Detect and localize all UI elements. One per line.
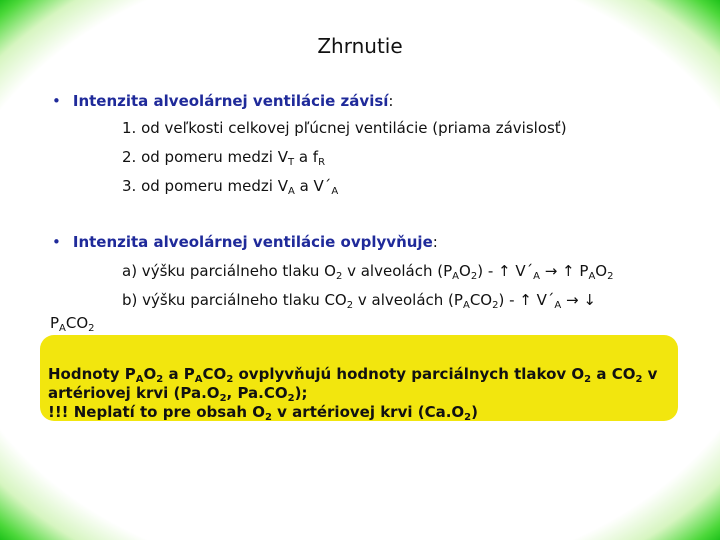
subscript: A <box>194 374 203 385</box>
text: v alveolách (P <box>342 262 453 280</box>
subscript: 2 <box>219 393 227 404</box>
subscript: A <box>554 300 562 311</box>
heading-text: Intenzita alveolárnej ventilácie závisí <box>72 92 389 110</box>
list-item-b <box>122 291 596 309</box>
text: O <box>459 262 471 280</box>
subscript: A <box>452 271 460 282</box>
subscript: A <box>533 271 540 282</box>
text: v alveolách (P <box>353 291 463 309</box>
text: 3. od pomeru medzi V <box>122 177 288 195</box>
text: CO <box>202 365 227 383</box>
text: a CO <box>591 365 636 383</box>
text: ) - ↑ V´ <box>498 291 555 309</box>
text: → ↓ <box>561 291 596 309</box>
subscript: 2 <box>584 374 592 385</box>
text: , Pa.CO <box>226 384 288 402</box>
text: b) výšku parciálneho tlaku CO <box>122 291 347 309</box>
text: !!! Neplatí to pre obsah O <box>48 403 265 421</box>
heading-text: Intenzita alveolárnej ventilácie ovplyvňuje <box>72 233 433 251</box>
subscript: 2 <box>226 374 234 385</box>
bullet-heading-depends <box>52 92 393 110</box>
subscript: A <box>59 323 66 334</box>
subscript: 2 <box>156 374 164 385</box>
highlight-text <box>48 365 688 422</box>
subscript: 2 <box>264 412 272 423</box>
colon: : <box>388 92 394 110</box>
subscript: 2 <box>88 323 95 334</box>
list-item-2 <box>122 148 325 166</box>
subscript: A <box>588 271 596 282</box>
text: ) <box>471 403 478 421</box>
highlight-line-3 <box>48 403 688 422</box>
text: 2. od pomeru medzi V <box>122 148 288 166</box>
subscript: 2 <box>492 300 499 311</box>
slide-title: Zhrnutie <box>317 34 403 58</box>
highlight-line-1 <box>48 365 688 384</box>
text: ) - ↑ V´ <box>477 262 534 280</box>
text: v <box>642 365 658 383</box>
text: ovplyvňujú hodnoty parciálnych tlakov O <box>233 365 585 383</box>
list-item-a <box>122 262 613 280</box>
text: a f <box>294 148 319 166</box>
subscript: 2 <box>464 412 472 423</box>
text: → ↑ P <box>539 262 589 280</box>
text: O <box>595 262 608 280</box>
subscript: T <box>287 157 295 168</box>
subscript: A <box>287 186 295 197</box>
list-item-b-wrap <box>50 314 95 332</box>
bullet-icon: • <box>52 92 61 110</box>
text: a V´ <box>294 177 332 195</box>
text: CO <box>65 314 89 332</box>
text: P <box>50 314 60 332</box>
bullet-icon: • <box>52 233 61 251</box>
text: a P <box>163 365 195 383</box>
subscript: 2 <box>470 271 478 282</box>
bullet-heading-affects <box>52 233 438 251</box>
text: O <box>143 365 157 383</box>
list-item-3 <box>122 177 338 195</box>
colon: : <box>432 233 438 251</box>
text: ); <box>294 384 308 402</box>
list-item-1: 1. od veľkosti celkovej pľúcnej ventilácie (priama závislosť) <box>122 119 567 137</box>
text: a) výšku parciálneho tlaku O <box>122 262 336 280</box>
text: v artériovej krvi (Ca.O <box>271 403 465 421</box>
subscript: 2 <box>287 393 295 404</box>
subscript: 2 <box>346 300 354 311</box>
subscript: A <box>331 186 339 197</box>
text: Hodnoty P <box>48 365 136 383</box>
subscript: 2 <box>335 271 343 282</box>
subscript: R <box>318 157 326 168</box>
subscript: A <box>462 300 470 311</box>
subscript: 2 <box>607 271 614 282</box>
text: CO <box>469 291 493 309</box>
subscript: 2 <box>635 374 643 385</box>
text: artériovej krvi (Pa.O <box>48 384 220 402</box>
highlight-line-2 <box>48 384 688 403</box>
subscript: A <box>135 374 144 385</box>
